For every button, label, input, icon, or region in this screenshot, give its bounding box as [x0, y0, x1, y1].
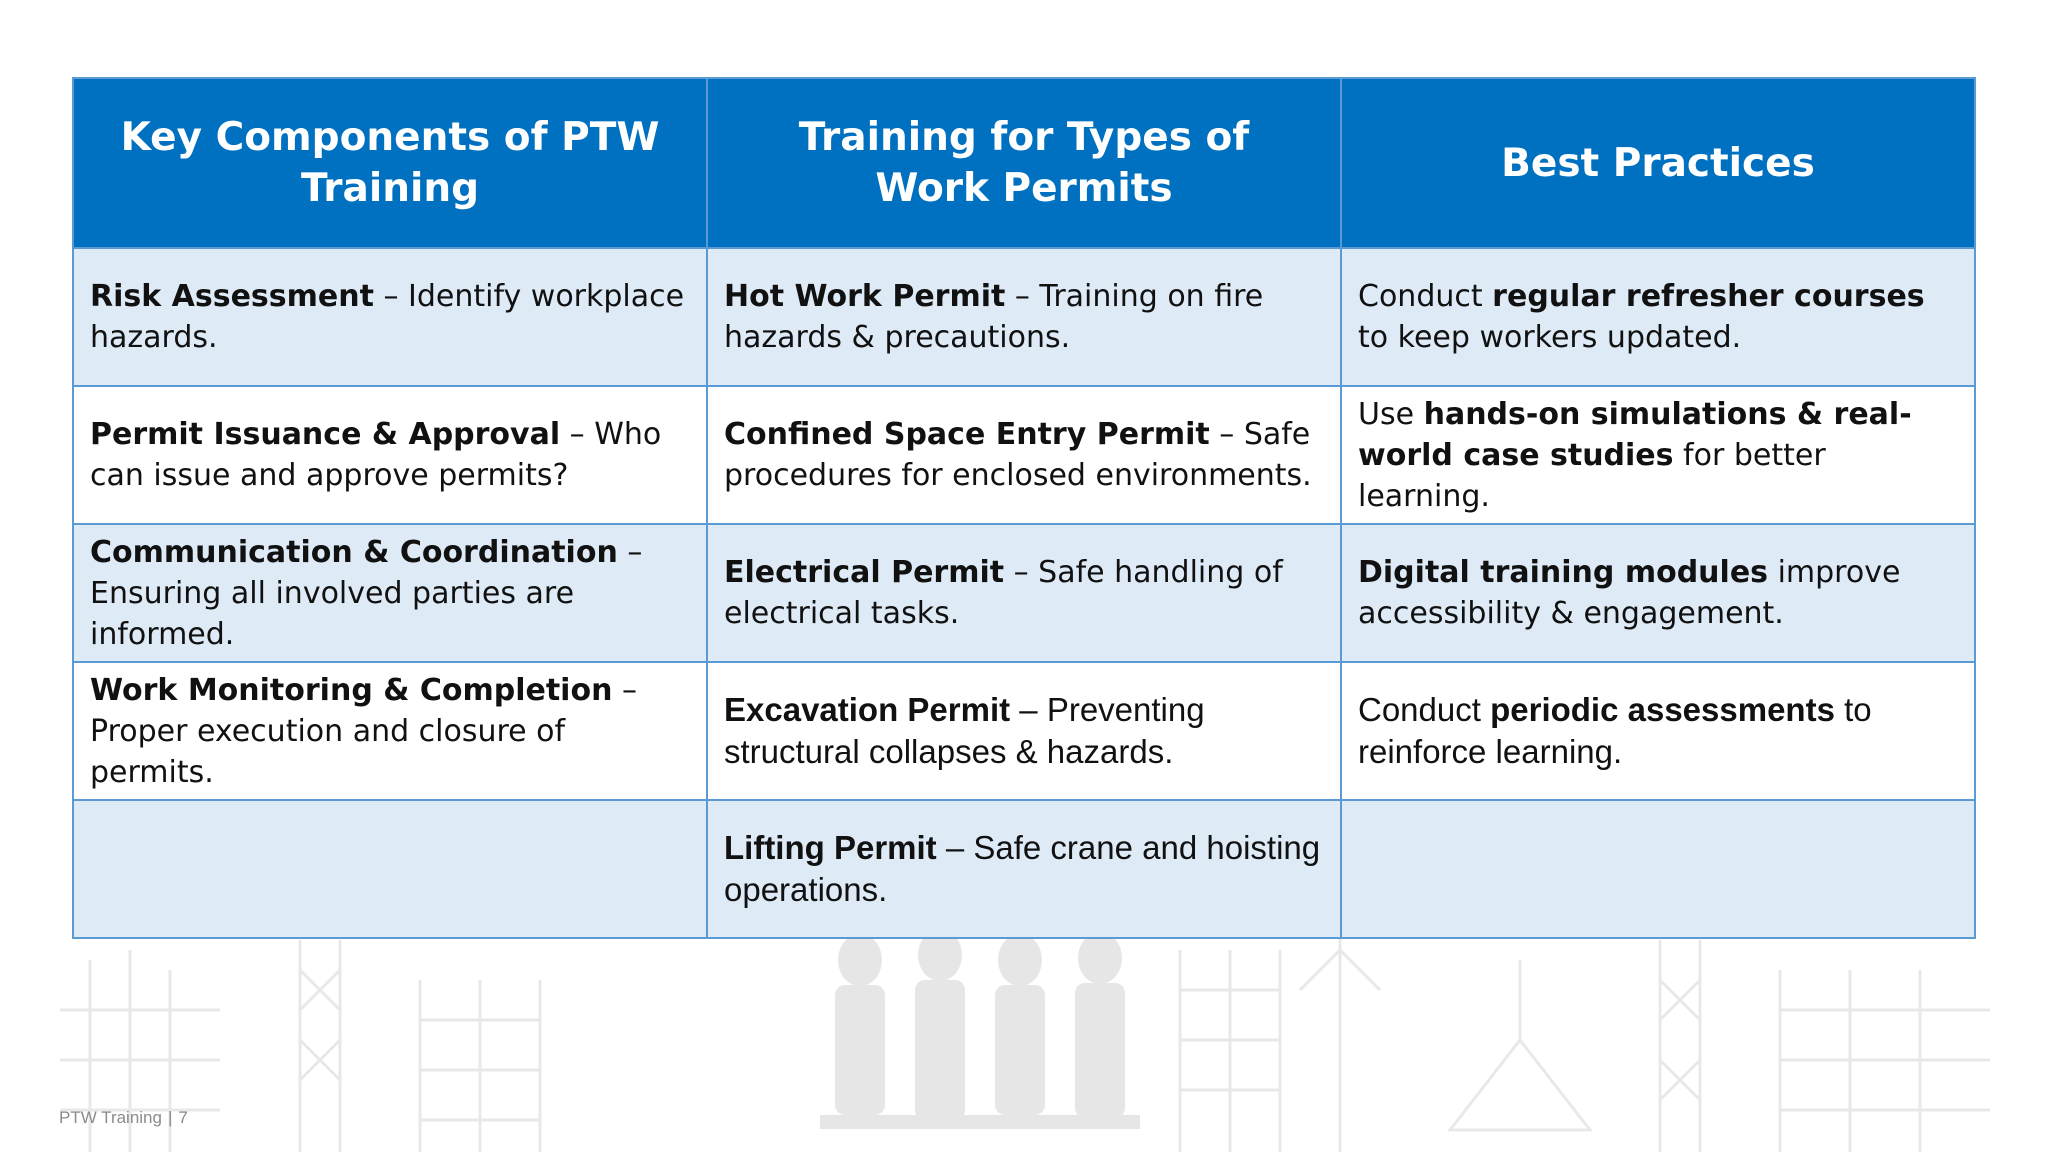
- table-cell: [707, 662, 1341, 800]
- table-row: [73, 662, 1975, 800]
- cell-text-bold: Excavation Permit: [724, 691, 1011, 728]
- cell-text-regular: Conduct: [1358, 279, 1493, 314]
- cell-text-bold: hands-on simulations & real-world case studies: [1358, 396, 1912, 473]
- table-cell-empty: [1341, 800, 1975, 938]
- page-number: 7: [178, 1108, 188, 1127]
- table-cell: [707, 524, 1341, 662]
- table-cell: [707, 386, 1341, 524]
- cell-text-regular: – Proper execution and closure of permits.: [90, 672, 637, 790]
- table-cell: [707, 248, 1341, 386]
- table-cell: [1341, 386, 1975, 524]
- cell-text-regular: to reinforce learning.: [1358, 691, 1872, 770]
- cell-text-bold: Lifting Permit: [724, 829, 937, 866]
- cell-text-bold: Work Monitoring & Completion: [90, 672, 613, 708]
- table-cell: [1341, 662, 1975, 800]
- header-key-components: Key Components of PTW Training: [73, 78, 707, 248]
- cell-text-regular: Conduct: [1358, 691, 1491, 728]
- header-permit-types: Training for Types of Work Permits: [707, 78, 1341, 248]
- cell-text-regular: – Identify workplace hazards.: [90, 279, 685, 355]
- table-cell: [707, 800, 1341, 938]
- table-row: [73, 800, 1975, 938]
- table-row: [73, 386, 1975, 524]
- cell-text-bold: regular refresher courses: [1492, 279, 1925, 314]
- cell-text-bold: Communication & Coordination: [90, 534, 618, 570]
- cell-text-regular: – Preventing structural collapses & hazards.: [724, 691, 1205, 770]
- cell-text-regular: – Who can issue and approve permits?: [90, 417, 662, 493]
- table-cell: [73, 248, 707, 386]
- cell-text-bold: Risk Assessment: [90, 279, 374, 314]
- table-cell: [73, 524, 707, 662]
- footer-label: PTW Training: [59, 1108, 162, 1127]
- cell-text-bold: periodic assessments: [1490, 691, 1835, 728]
- header-best-practices: Best Practices: [1341, 78, 1975, 248]
- slide-footer: [59, 1108, 188, 1128]
- cell-text-regular: to keep workers updated.: [1358, 320, 1742, 355]
- table-row: [73, 248, 1975, 386]
- cell-text-regular: for better learning.: [1358, 437, 1826, 514]
- table-row: [73, 524, 1975, 662]
- cell-text-regular: – Training on fire hazards & precautions.: [724, 279, 1264, 355]
- table-cell-empty: [73, 800, 707, 938]
- cell-text-regular: Use: [1358, 396, 1424, 432]
- footer-separator: |: [167, 1108, 173, 1127]
- cell-text-regular: – Safe handling of electrical tasks.: [724, 555, 1283, 631]
- construction-background-illustration: [0, 930, 2048, 1152]
- ptw-training-table: [72, 77, 1976, 939]
- cell-text-bold: Digital training modules: [1358, 555, 1769, 590]
- cell-text-bold: Hot Work Permit: [724, 279, 1006, 314]
- table-cell: [1341, 248, 1975, 386]
- cell-text-regular: – Ensuring all involved parties are informed.: [90, 534, 643, 652]
- cell-text-regular: – Safe procedures for enclosed environments.: [724, 417, 1312, 493]
- table-header-row: [73, 78, 1975, 248]
- cell-text-bold: Permit Issuance & Approval: [90, 417, 561, 452]
- cell-text-bold: Confined Space Entry Permit: [724, 417, 1210, 452]
- table-cell: [1341, 524, 1975, 662]
- cell-text-regular: – Safe crane and hoisting operations.: [724, 829, 1321, 908]
- cell-text-bold: Electrical Permit: [724, 555, 1005, 590]
- cell-text-regular: improve accessibility & engagement.: [1358, 555, 1901, 631]
- table-cell: [73, 662, 707, 800]
- table-cell: [73, 386, 707, 524]
